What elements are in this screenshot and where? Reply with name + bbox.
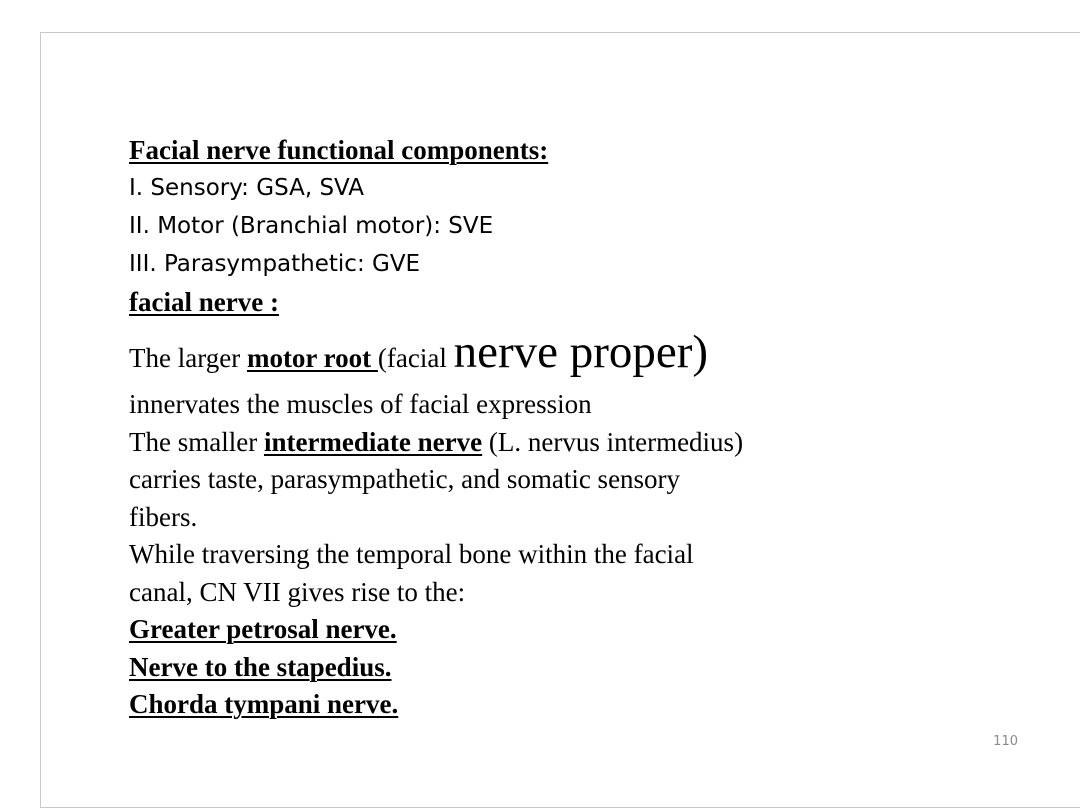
motor-root-term: motor root [246, 343, 378, 373]
traverse-line-1: While traversing the temporal bone within the facial [129, 539, 694, 569]
slide [40, 32, 1080, 808]
traverse-line-2: canal, CN VII gives rise to the: [129, 576, 466, 607]
component-motor: II. Motor (Branchial motor): SVE [129, 213, 494, 239]
intermediate-nerve-term: intermediate nerve [263, 426, 483, 457]
motor-root-prefix: The larger [129, 343, 247, 373]
intermediate-description-end: fibers. [129, 501, 198, 532]
component-parasympathetic: III. Parasympathetic: GVE [129, 251, 421, 277]
nerve-proper-large-text: nerve proper) [453, 326, 709, 378]
intermediate-prefix: The smaller [129, 426, 264, 457]
slide-content [129, 131, 949, 724]
branch-stapedius: Nerve to the stapedius. [129, 651, 392, 682]
motor-root-description: innervates the muscles of facial expression [129, 389, 592, 419]
slide-heading: Facial nerve functional components: [129, 135, 549, 165]
branch-greater-petrosal: Greater petrosal nerve. [129, 614, 397, 644]
intermediate-description: carries taste, parasympathetic, and somatic sensory [129, 464, 681, 494]
intermediate-suffix: (L. nervus intermedius) [482, 426, 744, 457]
page-number: 110 [993, 734, 1018, 749]
component-sensory: I. Sensory: GSA, SVA [129, 175, 365, 201]
motor-root-line [129, 325, 949, 386]
facial-nerve-subheading: facial nerve : [129, 287, 279, 317]
branch-chorda-tympani: Chorda tympani nerve. [129, 689, 399, 719]
motor-root-mid: (facial [377, 343, 454, 373]
intermediate-nerve-line [129, 424, 949, 462]
